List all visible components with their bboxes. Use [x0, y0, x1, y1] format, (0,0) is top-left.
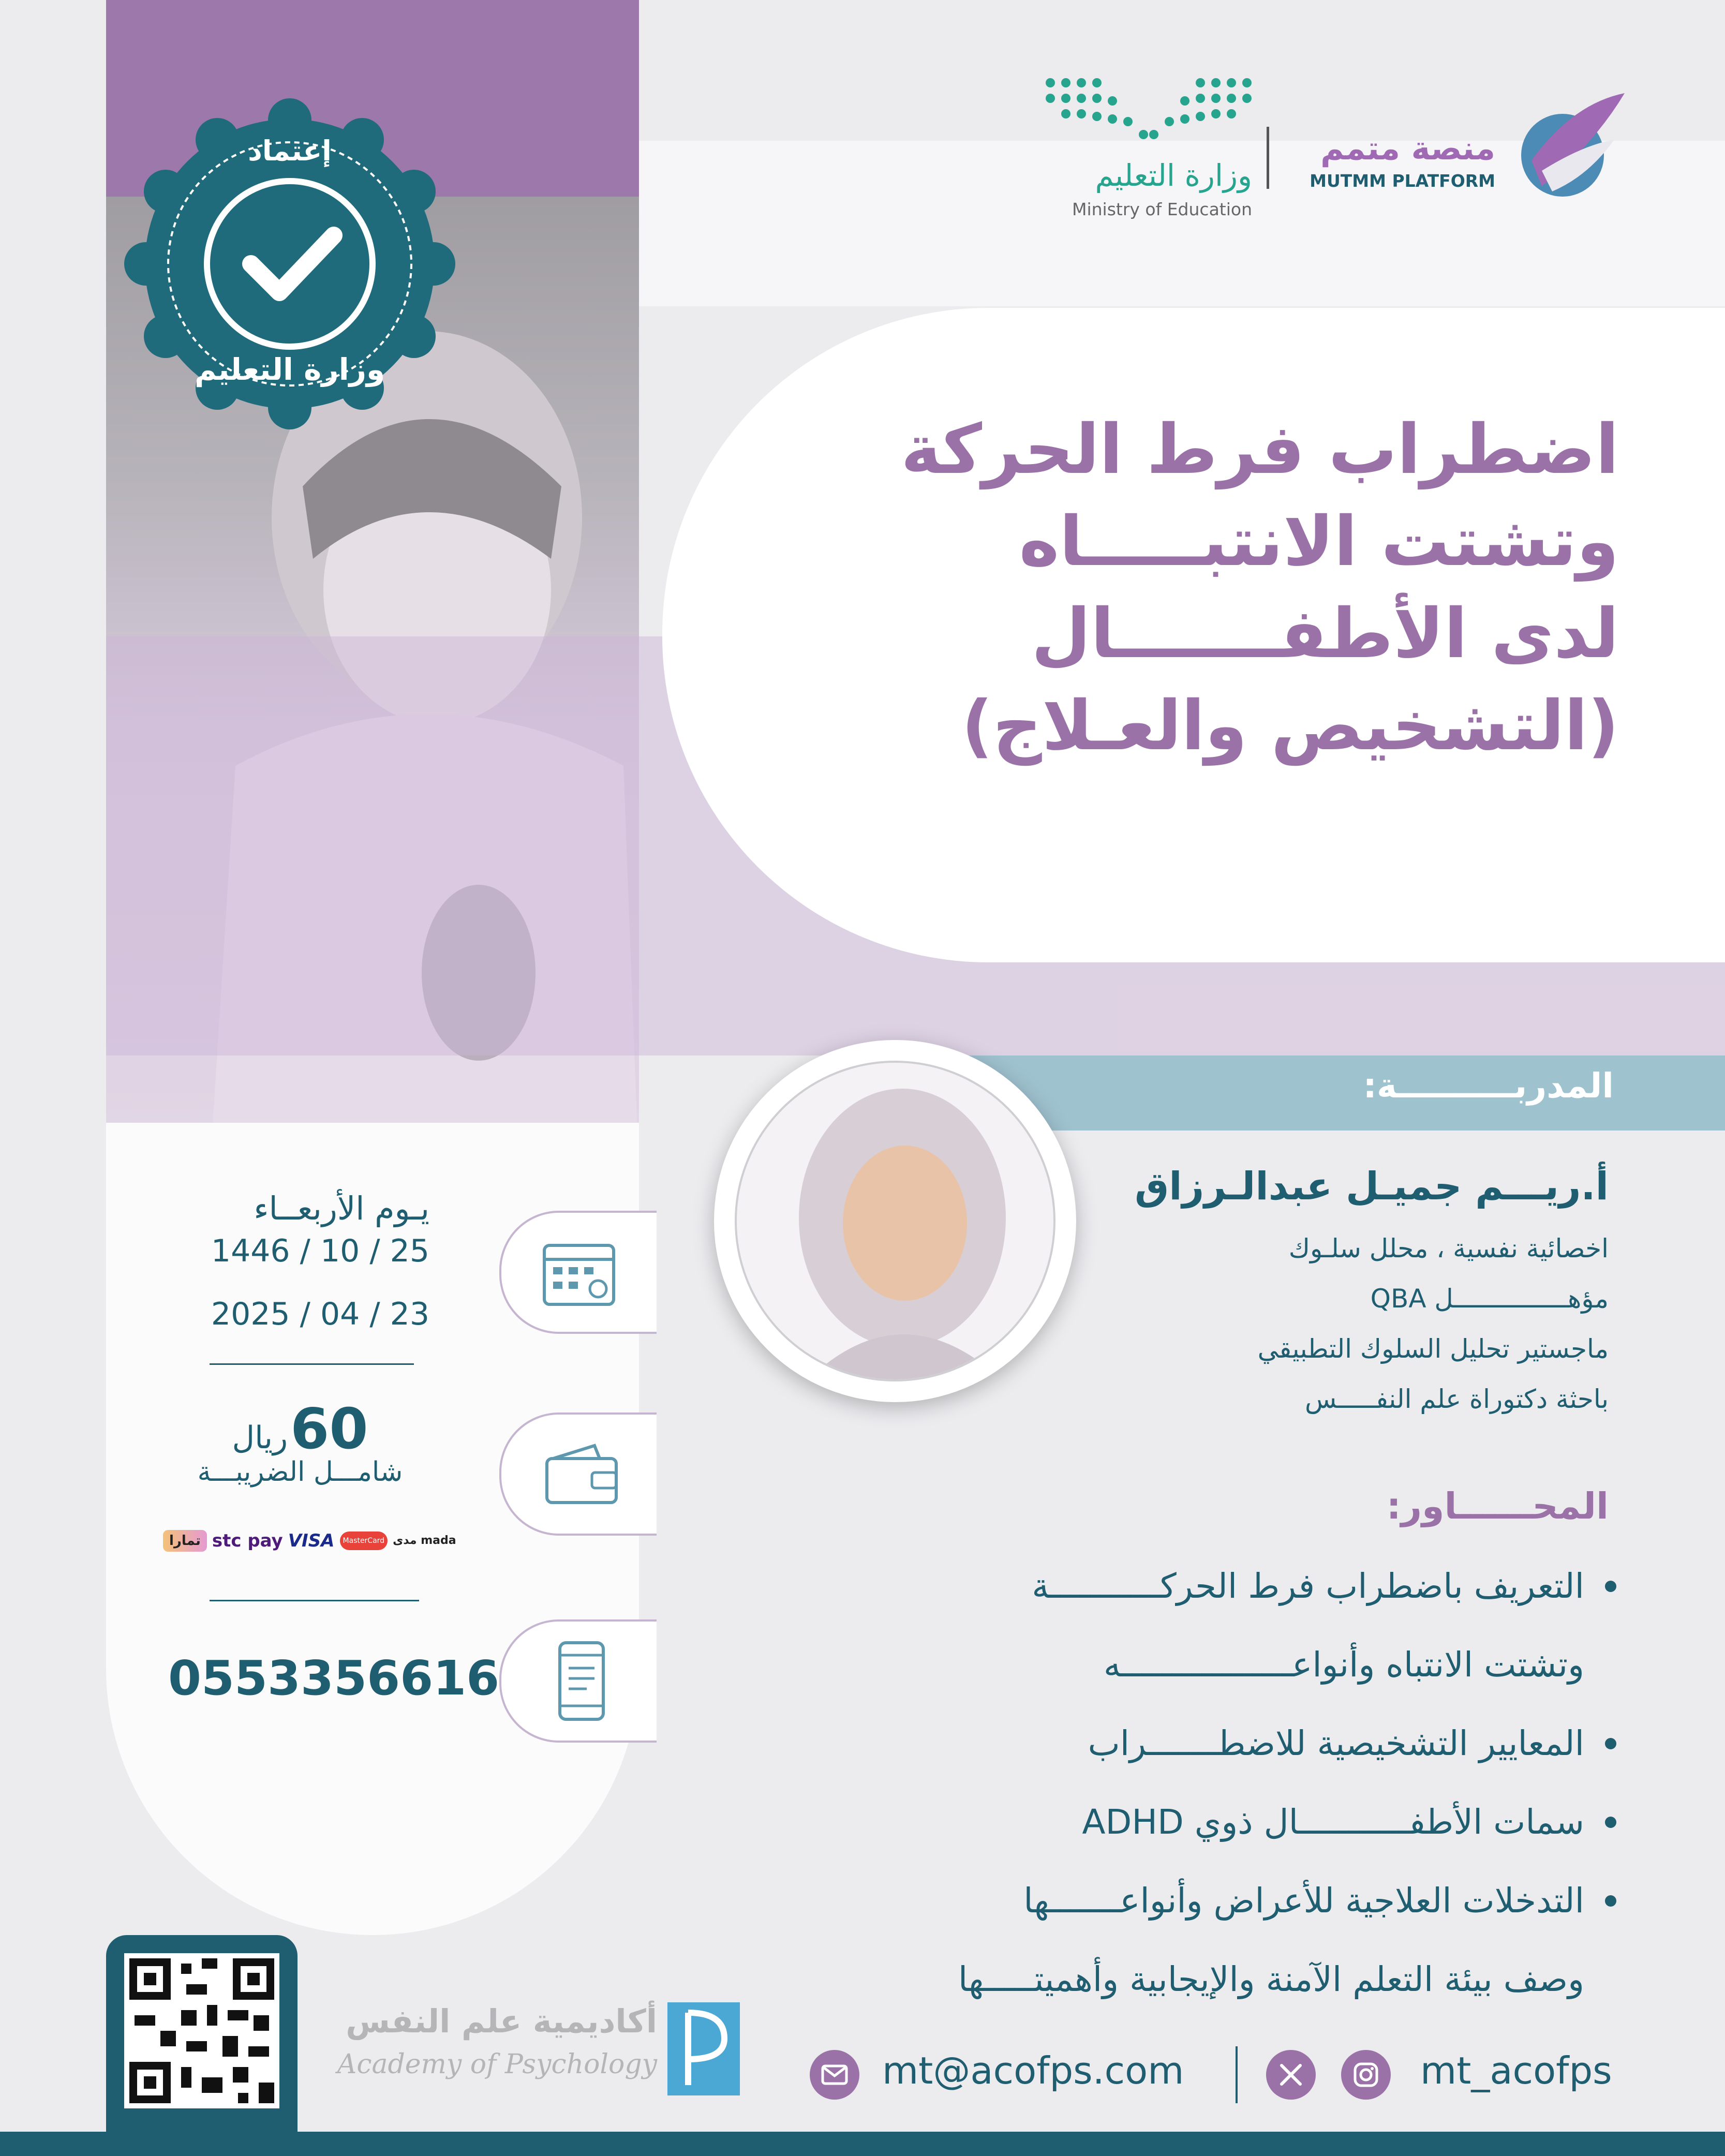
ministry-name-en: Ministry of Education: [1072, 199, 1252, 219]
bullet-icon: [1605, 1817, 1616, 1828]
event-day: يـوم الأربعــاء: [254, 1189, 429, 1227]
topic-item-5: التدخلات العلاجية للأعراض وأنواعـــــــها: [633, 1862, 1616, 1940]
academy-name-en: Academy of Psychology: [337, 2049, 657, 2080]
date-block: [171, 1177, 429, 1346]
credential-4: باحثة دكتوراة علم النفـــــس: [1304, 1384, 1609, 1414]
platform-name-ar: منصة متمم: [1320, 129, 1495, 167]
topics-list: [633, 1547, 1616, 2019]
topic-item-4: سمات الأطفـــــــــــال ذوي ADHD: [633, 1783, 1616, 1862]
email-icon-circle[interactable]: [810, 2050, 859, 2100]
mobile-phone-icon: [556, 1640, 607, 1722]
topic-item-6: وصف بيئة التعلم الآمنة والإيجابية وأهميتـــــها: [958, 1959, 1584, 1999]
x-icon-circle[interactable]: [1266, 2050, 1316, 2100]
accreditation-badge: [124, 98, 455, 429]
trainer-portrait: [737, 1063, 1055, 1381]
topic-item-2: وتشتت الانتباه وأنواعـــــــــــــــــه: [1103, 1645, 1584, 1685]
title-line-1: اضطراب فرط الحركة: [901, 410, 1619, 489]
title-line-3: لدى الأطفـــــــال: [1031, 594, 1619, 674]
ministry-name-ar: وزارة التعليم: [1095, 158, 1252, 193]
platform-name-en: MUTMM PLATFORM: [1310, 171, 1495, 191]
stcpay-logo: stc pay: [212, 1530, 283, 1551]
event-date-gregorian: 2025 / 04 / 23: [211, 1296, 429, 1332]
qr-code-icon: [124, 1953, 279, 2108]
instagram-icon-circle[interactable]: [1341, 2050, 1391, 2100]
credential-1: اخصائية نفسية ، محلل سلـوك: [1288, 1233, 1609, 1263]
phone-number: 0553356616: [168, 1651, 500, 1706]
price-value: 60: [290, 1397, 368, 1462]
footer-divider: [1236, 2046, 1238, 2103]
contact-email[interactable]: mt@acofps.com: [882, 2049, 1184, 2092]
trainer-credentials: [1258, 1224, 1609, 1424]
topics-section-label: المحــــــاور:: [1386, 1485, 1609, 1527]
academy-name-ar: أكاديمية علم النفس: [346, 2002, 657, 2040]
credential-2: مؤهـــــــــــــــل QBA: [1370, 1284, 1609, 1314]
badge-top-text: إعتماد: [248, 135, 332, 167]
trainer-section-label: المدربــــــــــة:: [1363, 1066, 1614, 1106]
bullet-icon: [1605, 1581, 1616, 1592]
divider-1: [210, 1363, 414, 1365]
ministry-logo: [942, 72, 1252, 228]
trainer-photo: [714, 1040, 1076, 1402]
event-date-hijri: 1446 / 10 / 25: [211, 1233, 429, 1269]
instagram-icon: [1353, 2062, 1379, 2088]
bottom-bar: [0, 2132, 1725, 2156]
platform-wing-icon: [1511, 83, 1630, 207]
x-twitter-icon: [1280, 2063, 1302, 2086]
tamara-logo: تمارا: [163, 1530, 207, 1552]
qr-code[interactable]: [106, 1935, 298, 2132]
mada-logo: مدى mada: [393, 1534, 456, 1547]
header-divider: [1267, 127, 1269, 189]
bullet-icon: [1605, 1895, 1616, 1907]
email-icon: [821, 2064, 848, 2085]
ministry-dots-icon: [1040, 72, 1257, 145]
topic-item-3: المعايير التشخيصية للاضطـــــــراب: [633, 1704, 1616, 1783]
title-line-4: (التشخيص والعـلاج): [961, 686, 1619, 766]
price-block: [171, 1397, 429, 1488]
platform-logo: [1304, 83, 1625, 207]
academy-emblem-icon: [667, 2002, 740, 2095]
topic-item-1: التعريف باضطراب فرط الحركـــــــــــة: [633, 1547, 1616, 1626]
price-currency: ريال: [232, 1420, 288, 1456]
visa-logo: VISA: [288, 1530, 335, 1551]
academy-logo: [326, 1997, 740, 2101]
course-title: [739, 404, 1619, 772]
mastercard-logo: MasterCard: [340, 1531, 388, 1550]
calendar-icon-circle: [499, 1211, 657, 1334]
wallet-icon: [543, 1440, 620, 1508]
price-note: شامـــل الضريبـــة: [197, 1456, 403, 1488]
credential-3: ماجستير تحليل السلوك التطبيقي: [1257, 1334, 1609, 1364]
payment-logos: [163, 1526, 479, 1555]
contact-handle[interactable]: mt_acofps: [1420, 2049, 1612, 2092]
title-line-2: وتشتت الانتبـــــاه: [1019, 502, 1619, 582]
calendar-icon: [540, 1236, 618, 1309]
bullet-icon: [1605, 1738, 1616, 1749]
badge-bottom-text: وزارة التعليم: [194, 352, 385, 387]
wallet-icon-circle: [499, 1412, 657, 1536]
trainer-name: أ.ريـــم جميـل عبدالـرزاق: [1135, 1164, 1609, 1209]
divider-2: [210, 1600, 419, 1601]
